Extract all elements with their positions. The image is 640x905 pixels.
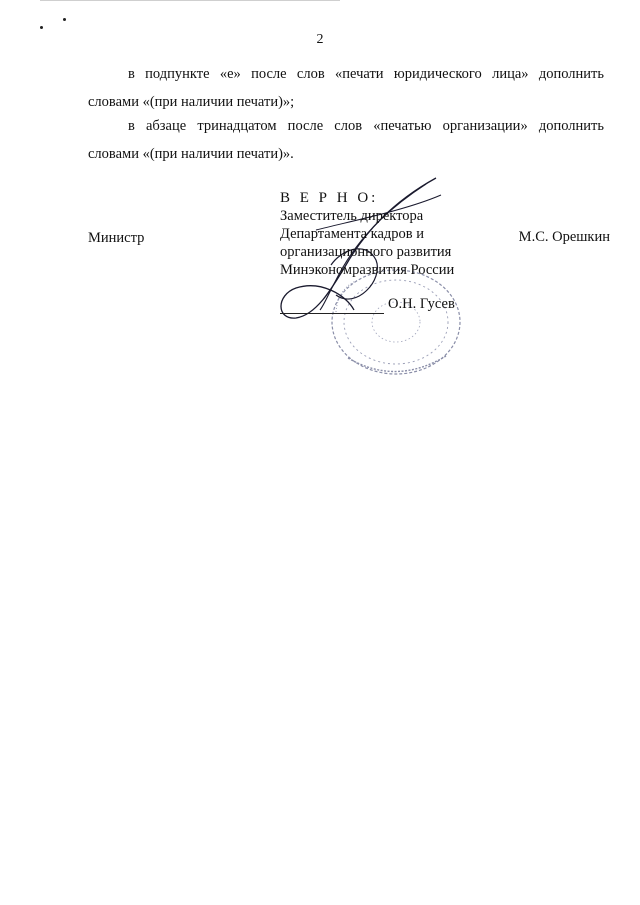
paragraph-amendment-13: в абзаце тринадцатом после слов «печатью организации» дополнить словами «(при наличии печати)».: [88, 118, 604, 162]
signer-name: О.Н. Гусев: [388, 296, 455, 312]
certification-title: В Е Р Н О:: [280, 190, 379, 206]
paragraph-amendment-e: в подпункте «е» после слов «печати юридического лица» дополнить словами «(при наличии печати)»;: [88, 66, 604, 110]
scan-speck: [40, 26, 43, 29]
certification-line: Заместитель директора: [280, 208, 424, 224]
page-number: 2: [316, 32, 324, 47]
scan-edge-line: [40, 0, 340, 1]
minister-label: Министр: [88, 230, 145, 246]
certification-line: организационного развития: [280, 244, 452, 260]
certification-line: Департамента кадров и: [280, 226, 425, 242]
certification-line: Минэкономразвития России: [280, 262, 455, 278]
signature-line: [280, 313, 384, 314]
certification-block: [280, 189, 454, 279]
scan-speck: [63, 18, 66, 21]
minister-name: М.С. Орешкин: [518, 229, 610, 245]
